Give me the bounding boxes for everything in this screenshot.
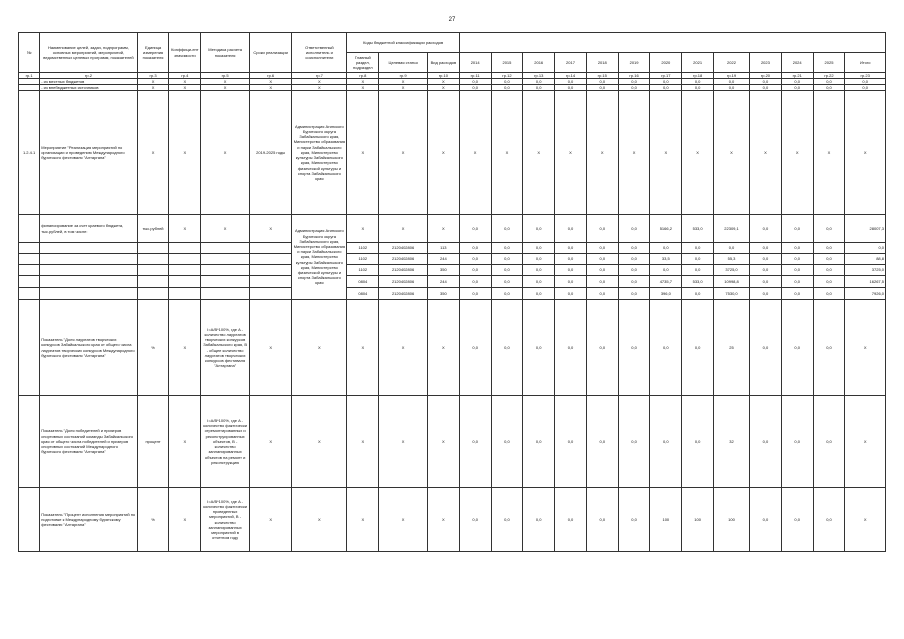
table-cell: 0,0 [750, 288, 782, 300]
table-cell: 0,0 [618, 488, 650, 552]
table-cell: 350 [427, 265, 459, 276]
table-cell: 0,0 [813, 85, 845, 91]
table-cell: гр.9 [379, 73, 428, 79]
table-cell: 2120402806 [379, 288, 428, 300]
table-cell: 0,0 [459, 215, 491, 243]
table-cell: 0,0 [618, 85, 650, 91]
table-cell: 0,0 [586, 288, 618, 300]
table-cell: 100 [650, 488, 682, 552]
x-mark: X [201, 215, 250, 243]
table-cell: гр.14 [555, 73, 587, 79]
table-cell: 0,0 [813, 254, 845, 265]
table-cell: 0,0 [555, 288, 587, 300]
table-cell: 16267,5 [845, 276, 886, 288]
table-cell: 0,0 [586, 265, 618, 276]
table-cell: X [347, 79, 379, 85]
table-cell: 0,0 [618, 79, 650, 85]
indicator-method: I=A/B*100%, где A - количество фактически отремонтированных и реконструированных объектов, B - количество запланированных объектов на ремонт и реконструкцию [201, 396, 250, 488]
financing-executors: Администрация Агинского Бурятского округа Забайкальского края, Министерство образования и науки Забайкальского края, Министерство культуры Забайкальского края, Министерство физической культуры и спорта Забайкальского края [292, 215, 347, 300]
table-cell: 0,0 [523, 488, 555, 552]
indicator-method: I=A/B*100%, где A - количество лауреатов творческих конкурсов Забайкальского края, B - общее количество лауреатов творческих конкурсов фестиваля "Алтаргана" [201, 300, 250, 396]
header-unit: Единица измерения показателя [137, 33, 169, 73]
table-cell: гр.3 [137, 73, 169, 79]
table-cell: 0,0 [523, 300, 555, 396]
table-cell: 0,0 [459, 85, 491, 91]
x-mark: X [347, 215, 379, 243]
table-cell: 0,0 [523, 254, 555, 265]
table-cell: 533,0 [682, 215, 714, 243]
table-cell: 0,0 [650, 243, 682, 254]
table-cell: 0,0 [555, 396, 587, 488]
header-year: 2017 [555, 53, 587, 73]
table-cell: 0,0 [523, 79, 555, 85]
table-cell: 0,0 [618, 300, 650, 396]
table-cell: 0,0 [845, 243, 886, 254]
table-cell: 0,0 [491, 254, 523, 265]
table-cell: X [379, 488, 428, 552]
financing-name: финансирование за счет краевого бюджета, тыс.рублей, в том числе: [40, 215, 137, 243]
header-year: 2021 [682, 53, 714, 73]
table-cell: 1102 [347, 254, 379, 265]
table-cell: 0,0 [459, 300, 491, 396]
indicator-name: Показатель "Процент исполнения мероприятий по подготовке к Международному бурятскому фестивалю "Алтаргана" [40, 488, 137, 552]
table-cell: X [781, 91, 813, 215]
table-cell: гр.23 [845, 73, 886, 79]
x-mark: X [137, 91, 169, 215]
table-cell: X [347, 85, 379, 91]
x-mark: X [169, 215, 201, 243]
table-cell: X [292, 396, 347, 488]
table-cell: 0,0 [459, 396, 491, 488]
table-cell: 0,0 [813, 300, 845, 396]
header-year: 2015 [491, 53, 523, 73]
table-cell: 0,0 [586, 276, 618, 288]
table-cell: 0,0 [750, 79, 782, 85]
table-cell: 0,0 [586, 243, 618, 254]
table-cell: гр.8 [347, 73, 379, 79]
table-cell: X [555, 91, 587, 215]
table-cell: 0,0 [618, 243, 650, 254]
table-cell: 0,0 [459, 254, 491, 265]
table-cell: 0,0 [750, 276, 782, 288]
x-mark: X [249, 215, 291, 243]
table-cell: 0,0 [555, 488, 587, 552]
table-cell: 0,0 [586, 215, 618, 243]
indicator-row [19, 488, 886, 552]
indicator-name: Показатель "Доля лауреатов творческих конкурсов Забайкальского края от общего числа лауреатов творческих конкурсов Международного бурятского фестиваля "Алтаргана" [40, 300, 137, 396]
header-expense: Вид расходов [427, 53, 459, 73]
table-cell: X [292, 85, 347, 91]
table-cell: 0,0 [491, 215, 523, 243]
table-cell: X [845, 91, 886, 215]
table-cell: 0804 [347, 276, 379, 288]
table-cell: 0,0 [491, 79, 523, 85]
table-cell: 0,0 [523, 243, 555, 254]
table-cell: 32 [714, 396, 750, 488]
table-cell: 0,0 [650, 85, 682, 91]
table-cell: гр.11 [459, 73, 491, 79]
table-cell: 2120402806 [379, 265, 428, 276]
table-cell: 0,0 [555, 79, 587, 85]
table-cell: X [427, 488, 459, 552]
table-cell: X [845, 396, 886, 488]
header-num: № [19, 33, 40, 73]
table-cell: X [379, 396, 428, 488]
table-cell: 1102 [347, 243, 379, 254]
table-cell: 0,0 [586, 488, 618, 552]
table-cell: 350 [427, 288, 459, 300]
table-cell: X [249, 396, 291, 488]
table-cell: X [845, 488, 886, 552]
table-cell: X [169, 85, 201, 91]
table-cell: 0,0 [781, 300, 813, 396]
table-cell: 0,0 [813, 288, 845, 300]
table-cell: 100 [714, 488, 750, 552]
table-cell: 0,0 [459, 79, 491, 85]
table-cell: 0,0 [586, 79, 618, 85]
page-number: 27 [448, 17, 456, 23]
table-cell: 0,0 [459, 276, 491, 288]
table-cell: X [586, 91, 618, 215]
table-cell: 0,0 [750, 396, 782, 488]
table-cell: 5166,2 [650, 215, 682, 243]
table-cell: гр.4 [169, 73, 201, 79]
table-cell: X [682, 91, 714, 215]
table-cell: 0,0 [781, 265, 813, 276]
table-cell: 0,0 [682, 243, 714, 254]
activity-period: 2019-2025 годы [249, 91, 291, 215]
sub-row [19, 288, 886, 300]
table-cell: 0,0 [781, 85, 813, 91]
table-cell: 0,0 [586, 85, 618, 91]
table-cell: X [750, 91, 782, 215]
x-mark: X [427, 215, 459, 243]
table-cell: X [249, 79, 291, 85]
header-year: 2024 [781, 53, 813, 73]
table-cell: 0,0 [523, 288, 555, 300]
table-cell: X [347, 91, 379, 215]
table-cell: гр.10 [427, 73, 459, 79]
table-cell: 0,0 [491, 396, 523, 488]
table-cell: 0,0 [459, 265, 491, 276]
table-cell: 0,0 [555, 276, 587, 288]
header-budget-codes: Коды бюджетной классификации расходов [347, 33, 459, 53]
table-cell: гр.22 [813, 73, 845, 79]
table-cell: X [427, 85, 459, 91]
table-cell: 0,0 [813, 79, 845, 85]
table-cell: 2120402806 [379, 276, 428, 288]
table-cell: X [379, 300, 428, 396]
table-cell: 0,0 [618, 215, 650, 243]
table-cell: 3725,0 [714, 265, 750, 276]
header-year: 2022 [714, 53, 750, 73]
table-cell: 396,0 [650, 288, 682, 300]
x-mark: X [169, 300, 201, 396]
table-cell: 0,0 [781, 396, 813, 488]
table-cell: X [292, 79, 347, 85]
activity-name: Мероприятие "Реализация мероприятий по организации и проведению Международного бурятского фестиваля "Алтаргана" [40, 91, 137, 215]
table-cell: X [491, 91, 523, 215]
table-cell: 0,0 [459, 288, 491, 300]
sub-row [19, 254, 886, 265]
table-cell: 0,0 [555, 85, 587, 91]
indicator-row [19, 300, 886, 396]
table-cell: X [813, 91, 845, 215]
indicator-unit: % [137, 488, 169, 552]
table-cell: 0,0 [650, 265, 682, 276]
header-executors: Ответственный исполнитель и соисполнители [292, 33, 347, 73]
table-cell: гр.5 [201, 73, 250, 79]
sub-row [19, 243, 886, 254]
table-cell: 0,0 [618, 396, 650, 488]
table-cell: X [169, 79, 201, 85]
table-cell: гр.20 [750, 73, 782, 79]
table-cell: 0,0 [491, 300, 523, 396]
table-cell: 533,0 [682, 276, 714, 288]
x-mark: X [169, 396, 201, 488]
table-cell: 0,0 [750, 215, 782, 243]
table-cell: 0,0 [618, 276, 650, 288]
financing-unit: тыс.рублей [137, 215, 169, 243]
table-cell: 0,0 [491, 288, 523, 300]
header-row-top [19, 33, 886, 53]
table-cell: 0,0 [555, 300, 587, 396]
header-coef: Коэффици-ент значимости [169, 33, 201, 73]
table-cell: 0,0 [491, 243, 523, 254]
table-cell: 2120402806 [379, 243, 428, 254]
table-cell: 0,0 [650, 300, 682, 396]
table-cell: 0,0 [555, 254, 587, 265]
header-year: 2014 [459, 53, 491, 73]
table-cell: 0,0 [523, 85, 555, 91]
table-cell: 0,0 [586, 300, 618, 396]
sub-row [19, 276, 886, 288]
table-cell: 0,0 [459, 488, 491, 552]
table-cell: 0,0 [813, 243, 845, 254]
table-cell: 0,0 [586, 254, 618, 265]
table-cell: X [714, 91, 750, 215]
table-cell: X [292, 488, 347, 552]
table-cell: 0,0 [523, 215, 555, 243]
indicator-method: I=A/B*100%, где A - количество фактически проведенных мероприятий, B - количество запланированных мероприятий в отчетном году [201, 488, 250, 552]
table-cell: гр.19 [714, 73, 750, 79]
table-cell: гр.2 [40, 73, 137, 79]
table-cell: гр.7 [292, 73, 347, 79]
x-mark: X [201, 91, 250, 215]
table-cell: 0,0 [682, 396, 714, 488]
table-cell: 0,0 [750, 488, 782, 552]
table-cell: 100 [682, 488, 714, 552]
table-cell: 0,0 [845, 79, 886, 85]
header-year: 2016 [523, 53, 555, 73]
table-cell: 0,0 [682, 288, 714, 300]
table-cell: 22309,1 [714, 215, 750, 243]
header-name: Наименование целей, задач, подпрограмм, основных мероприятий, мероприятий, ведомственных целевых программ, показателей [40, 33, 137, 73]
table-cell: 0,0 [523, 265, 555, 276]
table-cell: 0,0 [491, 488, 523, 552]
table-cell: 0,0 [781, 288, 813, 300]
table-cell: X [201, 85, 250, 91]
table-cell: 88,8 [845, 254, 886, 265]
table-cell: X [347, 488, 379, 552]
table-cell: 0,0 [781, 254, 813, 265]
table-cell: 1102 [347, 265, 379, 276]
table-cell: 25 [714, 300, 750, 396]
table-cell: 0,0 [750, 254, 782, 265]
header-year: 2023 [750, 53, 782, 73]
x-mark: X [169, 91, 201, 215]
table-cell: гр.17 [650, 73, 682, 79]
table-cell: 0,0 [523, 396, 555, 488]
indicator-row [19, 396, 886, 488]
table-cell: X [618, 91, 650, 215]
table-cell: гр.1 [19, 73, 40, 79]
table-cell: 0,0 [750, 85, 782, 91]
table-cell: 3725,0 [845, 265, 886, 276]
table-cell: 0,0 [714, 85, 750, 91]
table-cell: 0,0 [555, 265, 587, 276]
header-section: Главный раздел, подраздел [347, 53, 379, 73]
table-cell: 0,0 [555, 243, 587, 254]
table-cell: гр.18 [682, 73, 714, 79]
header-period: Сроки реализации [249, 33, 291, 73]
table-cell: 7530,0 [714, 288, 750, 300]
table-cell: гр.21 [781, 73, 813, 79]
indicator-name: Показатель "Доля победителей и призеров спортивных состязаний команды Забайкальского края от общего числа победителей и призеров спортивных состязаний Международного бурятского фестиваля "Алтаргана" [40, 396, 137, 488]
table-cell: 0,0 [845, 85, 886, 91]
header-year: 2025 [813, 53, 845, 73]
table-cell: 113 [427, 243, 459, 254]
table-cell: 0804 [347, 288, 379, 300]
table-cell: X [201, 79, 250, 85]
table-cell: 0,0 [650, 396, 682, 488]
header-article: Целевая статья [379, 53, 428, 73]
table-cell: X [427, 79, 459, 85]
table-cell: 244 [427, 254, 459, 265]
table-cell: 0,0 [714, 79, 750, 85]
table-cell: X [347, 300, 379, 396]
table-cell: гр.6 [249, 73, 291, 79]
header-year: 2018 [586, 53, 618, 73]
table-cell: 0,0 [813, 215, 845, 243]
row-label: - из внебюджетных источников [40, 85, 137, 91]
table-cell: X [523, 91, 555, 215]
budget-table [18, 32, 886, 552]
table-cell: 0,0 [682, 265, 714, 276]
table-cell: 28007,3 [845, 215, 886, 243]
table-cell: 0,0 [459, 243, 491, 254]
table-cell: 7926,0 [845, 288, 886, 300]
table-cell: 0,0 [781, 243, 813, 254]
activity-executors: Администрация Агинского Бурятского округа Забайкальского края, Министерство образования и науки Забайкальского края, Министерство культуры Забайкальского края, Министерство физической культуры и спорта Забайкальского края [292, 91, 347, 215]
table-cell: X [292, 300, 347, 396]
table-cell: 4735,7 [650, 276, 682, 288]
table-cell: 0,0 [650, 79, 682, 85]
x-mark: X [379, 215, 428, 243]
table-cell: 0,0 [781, 79, 813, 85]
table-cell: X [845, 300, 886, 396]
table-cell: X [650, 91, 682, 215]
table-cell: 0,0 [813, 396, 845, 488]
table-cell: 0,0 [586, 396, 618, 488]
table-cell: 0,0 [750, 243, 782, 254]
table-cell: 0,0 [682, 254, 714, 265]
table-cell: 0,0 [813, 276, 845, 288]
table-cell: 0,0 [491, 265, 523, 276]
table-cell: гр.16 [618, 73, 650, 79]
table-cell: 0,0 [682, 85, 714, 91]
table-cell: 0,0 [682, 300, 714, 396]
header-year: 2020 [650, 53, 682, 73]
table-cell: 10998,8 [714, 276, 750, 288]
table-cell: X [427, 300, 459, 396]
table-cell: гр.15 [586, 73, 618, 79]
table-cell: X [137, 85, 169, 91]
table-cell: X [347, 396, 379, 488]
table-cell: 0,0 [618, 254, 650, 265]
indicator-unit: процент [137, 396, 169, 488]
header-year: 2019 [618, 53, 650, 73]
table-cell: 0,0 [813, 265, 845, 276]
sub-row [19, 265, 886, 276]
table-cell: 55,3 [714, 254, 750, 265]
table-cell: X [427, 91, 459, 215]
table-cell: X [427, 396, 459, 488]
table-cell: 0,0 [618, 265, 650, 276]
table-cell: 244 [427, 276, 459, 288]
x-mark: X [169, 488, 201, 552]
table-cell: 0,0 [781, 215, 813, 243]
indicator-unit: % [137, 300, 169, 396]
table-cell: X [249, 300, 291, 396]
table-cell: 0,0 [682, 79, 714, 85]
financing-row [19, 215, 886, 243]
table-cell: 0,0 [750, 300, 782, 396]
table-cell: X [249, 488, 291, 552]
table-cell: 0,0 [813, 488, 845, 552]
table-cell: гр.13 [523, 73, 555, 79]
table-cell: 33,5 [650, 254, 682, 265]
table-cell: 0,0 [781, 276, 813, 288]
table-cell: 0,0 [491, 276, 523, 288]
activity-row [19, 91, 886, 215]
table-cell: 0,0 [555, 215, 587, 243]
table-cell: 0,0 [523, 276, 555, 288]
table-cell: X [379, 79, 428, 85]
table-cell: 0,0 [491, 85, 523, 91]
table-cell: X [379, 85, 428, 91]
table-cell: 0,0 [618, 288, 650, 300]
row-label: - из местных бюджетов [40, 79, 137, 85]
table-cell: X [459, 91, 491, 215]
header-total: Итого [845, 53, 886, 73]
table-cell: 2120402806 [379, 254, 428, 265]
table-cell: 0,0 [714, 243, 750, 254]
table-cell: X [379, 91, 428, 215]
table-cell: гр.12 [491, 73, 523, 79]
table-cell: X [137, 79, 169, 85]
header-method: Методика расчета показателя [201, 33, 250, 73]
table-cell: X [249, 85, 291, 91]
activity-number: 1.2.4.1 [19, 91, 40, 215]
table-cell: 0,0 [750, 265, 782, 276]
table-cell: 0,0 [781, 488, 813, 552]
